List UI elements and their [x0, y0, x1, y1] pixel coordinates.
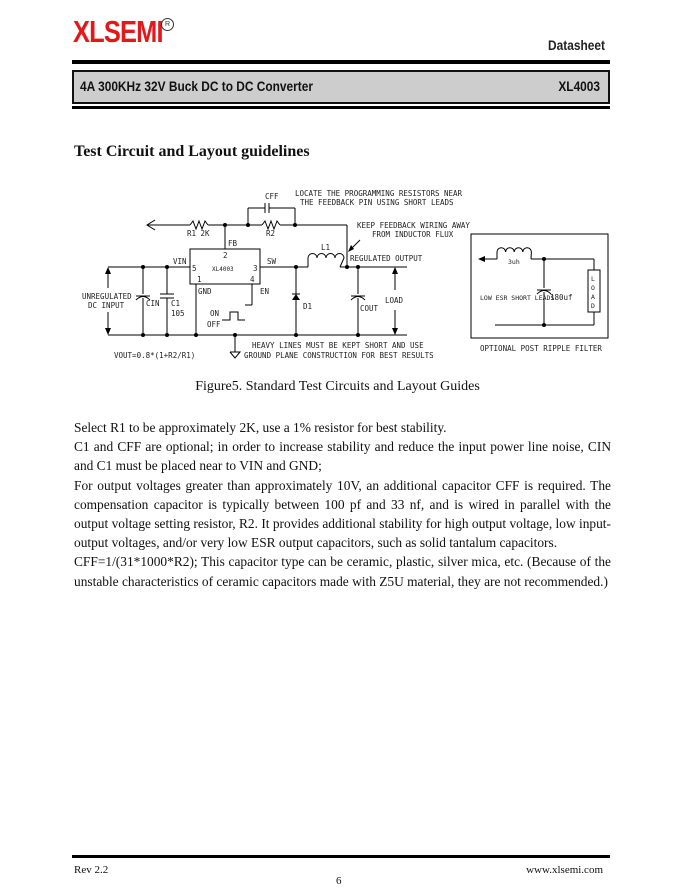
footer-rule	[72, 855, 610, 858]
svg-text:L: L	[591, 275, 595, 283]
svg-text:THE FEEDBACK PIN USING SHORT L: THE FEEDBACK PIN USING SHORT LEADS	[300, 198, 454, 207]
test-circuit-diagram	[0, 0, 675, 375]
svg-text:3uh: 3uh	[508, 258, 520, 266]
svg-text:1: 1	[197, 275, 202, 284]
page-number: 6	[336, 875, 342, 887]
svg-text:R2: R2	[266, 229, 276, 238]
svg-text:LOW ESR SHORT LEADS: LOW ESR SHORT LEADS	[480, 294, 555, 302]
registered-mark: R	[161, 18, 174, 31]
revision-label: Rev 2.2	[74, 864, 109, 876]
paragraph: For output voltages greater than approximately 10V, an additional capacitor CFF is required. The compensation capacitor is typically between 100 pf and 33 nf, and is wired in parallel with the output voltage setting resistor, R2. It provides additional stability for high output voltage, low input-output voltages, and/or very low ESR output capacitors, such as solid tantalum capacitors.	[74, 477, 611, 551]
svg-text:UNREGULATED: UNREGULATED	[82, 292, 132, 301]
product-title: 4A 300KHz 32V Buck DC to DC Converter	[80, 78, 314, 94]
svg-text:GROUND PLANE CONSTRUCTION FOR: GROUND PLANE CONSTRUCTION FOR BEST RESULTS	[244, 351, 434, 360]
svg-text:C1: C1	[171, 299, 181, 308]
svg-text:LOAD: LOAD	[385, 296, 404, 305]
svg-text:3: 3	[253, 264, 258, 273]
svg-text:D1: D1	[303, 302, 313, 311]
svg-text:5: 5	[192, 264, 197, 273]
svg-text:HEAVY LINES MUST BE KEPT SHORT: HEAVY LINES MUST BE KEPT SHORT AND USE	[252, 341, 424, 350]
svg-text:FB: FB	[228, 239, 238, 248]
svg-text:105: 105	[171, 309, 185, 318]
svg-text:EN: EN	[260, 287, 270, 296]
svg-text:CIN: CIN	[146, 299, 160, 308]
brand-logo: XLSEMI	[73, 14, 163, 49]
svg-text:GND: GND	[198, 287, 212, 296]
svg-text:DC INPUT: DC INPUT	[88, 301, 125, 310]
website-link[interactable]: www.xlsemi.com	[526, 864, 603, 876]
svg-text:2: 2	[223, 251, 228, 260]
body-text	[74, 418, 611, 591]
svg-text:KEEP FEEDBACK WIRING AWAY: KEEP FEEDBACK WIRING AWAY	[357, 221, 470, 230]
svg-text:OFF: OFF	[207, 320, 221, 329]
svg-text:VIN: VIN	[173, 257, 187, 266]
paragraph: CFF=1/(31*1000*R2); This capacitor type can be ceramic, plastic, silver mica, etc. (Because of the unstable characteristics of ceramic capacitors made with Z5U material, they are not recommended.)	[74, 554, 611, 589]
paragraph: C1 and CFF are optional; in order to increase stability and reduce the input power line noise, CIN and C1 must be placed near to VIN and GND;	[74, 439, 611, 474]
svg-text:CFF: CFF	[265, 192, 279, 201]
svg-text:180uf: 180uf	[550, 293, 573, 302]
svg-text:FROM INDUCTOR FLUX: FROM INDUCTOR FLUX	[372, 230, 454, 239]
doc-type-label: Datasheet	[548, 37, 605, 53]
svg-text:XL4003: XL4003	[212, 266, 234, 273]
part-number: XL4003	[558, 78, 600, 94]
svg-text:ON: ON	[210, 309, 220, 318]
svg-text:A: A	[591, 293, 595, 301]
svg-text:D: D	[591, 302, 595, 310]
svg-text:L1: L1	[321, 243, 331, 252]
svg-text:O: O	[591, 284, 595, 292]
svg-text:REGULATED OUTPUT: REGULATED OUTPUT	[350, 254, 423, 263]
svg-text:VOUT=0.8*(1+R2/R1): VOUT=0.8*(1+R2/R1)	[114, 351, 196, 360]
figure-caption: Figure5. Standard Test Circuits and Layout Guides	[195, 379, 480, 394]
svg-text:LOCATE THE PROGRAMMING RESISTO: LOCATE THE PROGRAMMING RESISTORS NEAR	[295, 189, 463, 198]
paragraph: Select R1 to be approximately 2K, use a 1% resistor for best stability.	[74, 420, 447, 435]
svg-text:4: 4	[250, 275, 255, 284]
svg-text:R1 2K: R1 2K	[187, 229, 210, 238]
section-title: Test Circuit and Layout guidelines	[74, 143, 310, 160]
svg-text:OPTIONAL POST RIPPLE FILTER: OPTIONAL POST RIPPLE FILTER	[480, 344, 602, 353]
svg-text:COUT: COUT	[360, 304, 379, 313]
svg-text:SW: SW	[267, 257, 277, 266]
